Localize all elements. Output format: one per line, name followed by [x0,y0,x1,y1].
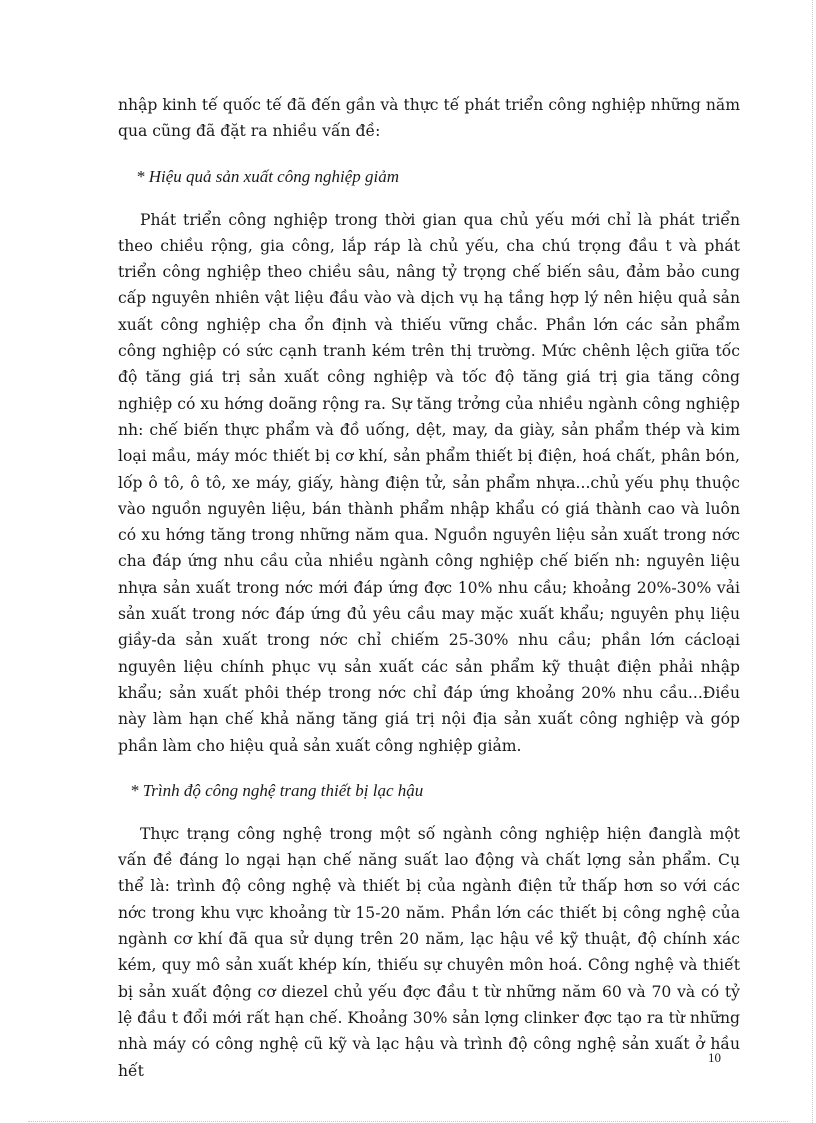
section-body-efficiency: Phát triển công nghiệp trong thời gian qua chủ yếu mới chỉ là phát triển theo chiều rộng, gia công, lắp ráp là chủ yếu, cha chú trọng đầu t và phát triển công nghiệp theo chiều sâu, nâng tỷ trọng chế biến sâu, đảm bảo cung cấp nguyên nhiên vật liệu đầu vào và dịch vụ hạ tầng hợp lý nên hiệu quả sản xuất công nghiệp cha ổn định và thiếu vững chắc. Phần lớn các sản phẩm công nghiệp có sức cạnh tranh kém trên thị trường. Mức chênh lệch giữa tốc độ tăng giá trị sản xuất công nghiệp và tốc độ tăng giá trị gia tăng công nghiệp có xu hớng doãng rộng ra. Sự tăng trởng của nhiều ngành công nghiệp nh: chế biến thực phẩm và đồ uống, dệt, may, da giày, sản phẩm thép và kim loại mầu, máy móc thiết bị cơ khí, sản phẩm thiết bị điện, hoá chất, phân bón, lốp ô tô, ô tô, xe máy, giấy, hàng điện tử, sản phẩm nhựa...chủ yếu phụ thuộc vào nguồn nguyên liệu, bán thành phẩm nhập khẩu có giá thành cao và luôn có xu hớng tăng trong những năm qua. Nguồn nguyên liệu sản xuất trong nớc cha đáp ứng nhu cầu của nhiều ngành công nghiệp chế biến nh: nguyên liệu nhựa sản xuất trong nớc mới đáp ứng đợc 10% nhu cầu; khoảng 20%-30% vải sản xuất trong nớc đáp ứng đủ yêu cầu may mặc xuất khẩu; nguyên phụ liệu giầy-da sản xuất trong nớc chỉ chiếm 25-30% nhu cầu; phần lớn cácloại nguyên liệu chính phục vụ sản xuất các sản phẩm kỹ thuật điện phải nhập khẩu; sản xuất phôi thép trong nớc chỉ đáp ứng khoảng 20% nhu cầu...Điều này làm hạn chế khả năng tăng giá trị nội địa sản xuất công nghiệp và góp phần làm cho hiệu quả sản xuất công nghiệp giảm. [118,210,740,755]
page-content [118,92,740,1084]
section-heading-efficiency: * Hiệu quả sản xuất công nghiệp giảm [136,166,399,186]
intro-paragraph: nhập kinh tế quốc tế đã đến gần và thực tế phát triển công nghiệp những năm qua cũng đã đặt ra nhiều vấn đề: [118,96,740,141]
section-body-technology: Thực trạng công nghệ trong một số ngành công nghiệp hiện đanglà một vấn đề đáng lo ngại hạn chế năng suất lao động và chất lợng sản phẩm. Cụ thể là: trình độ công nghệ và thiết bị của ngành điện tử thấp hơn so với các nớc trong khu vực khoảng từ 15-20 năm. Phần lớn các thiết bị công nghệ của ngành cơ khí đã qua sử dụng trên 20 năm, lạc hậu về kỹ thuật, độ chính xác kém, quy mô sản xuất khép kín, thiếu sự chuyên môn hoá. Công nghệ và thiết bị sản xuất động cơ diezel chủ yếu đợc đầu t từ những năm 60 và 70 và có tỷ lệ đầu t đổi mới rất hạn chế. Khoảng 30% sản lợng clinker đợc tạo ra từ những nhà máy có công nghệ cũ kỹ và lạc hậu và trình độ công nghệ sản xuất ở hầu hết [118,824,740,1080]
right-divider [812,0,813,1123]
bottom-divider [28,1121,788,1122]
section-heading-technology: * Trình độ công nghệ trang thiết bị lạc hậu [130,780,424,800]
page-number: 10 [708,1050,721,1065]
